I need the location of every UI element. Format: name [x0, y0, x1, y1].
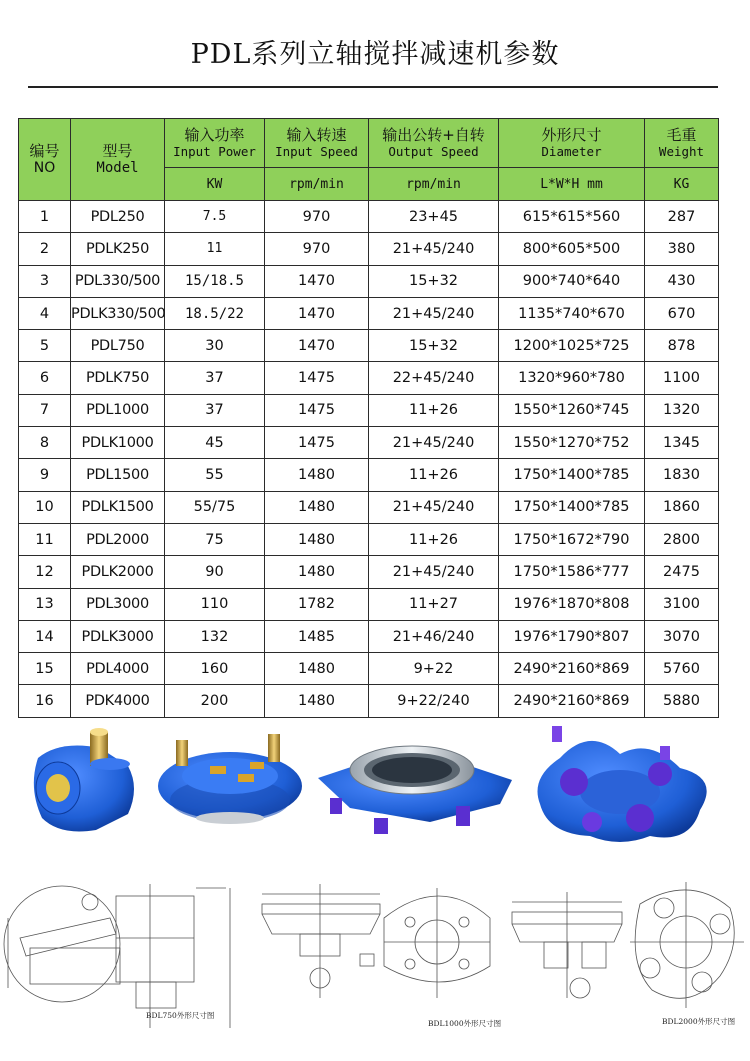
cell-output: 21+45/240	[369, 297, 499, 329]
unit-speed: rpm/min	[265, 168, 369, 201]
technical-drawings	[0, 878, 750, 1038]
table-row	[19, 620, 719, 652]
cell-output: 11+26	[369, 394, 499, 426]
cell-diameter: 1320*960*780	[499, 362, 645, 394]
cell-no: 16	[19, 685, 71, 717]
cell-output: 11+27	[369, 588, 499, 620]
cell-speed: 1470	[265, 265, 369, 297]
cell-model: PDL2000	[71, 523, 165, 555]
unit-weight: KG	[645, 168, 719, 201]
cell-speed: 1480	[265, 685, 369, 717]
table-row	[19, 362, 719, 394]
header-output: 输出公转+自转 Output Speed	[369, 119, 499, 168]
cell-no: 2	[19, 233, 71, 265]
cell-no: 8	[19, 427, 71, 459]
cell-model: PDL330/500	[71, 265, 165, 297]
cell-power: 11	[165, 233, 265, 265]
drawing-bdl750	[4, 884, 230, 1028]
cell-no: 3	[19, 265, 71, 297]
cell-diameter: 615*615*560	[499, 201, 645, 233]
cell-speed: 1470	[265, 330, 369, 362]
header-weight: 毛重 Weight	[645, 119, 719, 168]
cell-speed: 1480	[265, 653, 369, 685]
cell-power: 90	[165, 556, 265, 588]
header-power: 输入功率 Input Power	[165, 119, 265, 168]
cell-model: PDLK2000	[71, 556, 165, 588]
cell-model: PDLK250	[71, 233, 165, 265]
cell-model: PDLK750	[71, 362, 165, 394]
cell-power: 7.5	[165, 201, 265, 233]
cell-speed: 970	[265, 201, 369, 233]
cell-output: 11+26	[369, 523, 499, 555]
cell-weight: 380	[645, 233, 719, 265]
cell-no: 1	[19, 201, 71, 233]
cell-speed: 1475	[265, 362, 369, 394]
table-row	[19, 556, 719, 588]
cell-diameter: 1976*1870*808	[499, 588, 645, 620]
cell-speed: 1480	[265, 491, 369, 523]
cell-power: 15/18.5	[165, 265, 265, 297]
header-row	[19, 119, 719, 168]
cell-speed: 1480	[265, 459, 369, 491]
cell-diameter: 1750*1400*785	[499, 491, 645, 523]
cell-speed: 1480	[265, 523, 369, 555]
cell-diameter: 1750*1586*777	[499, 556, 645, 588]
cell-weight: 2475	[645, 556, 719, 588]
drawing-caption-bdl750: BDL750外形尺寸图	[146, 1011, 215, 1020]
cell-power: 110	[165, 588, 265, 620]
table-row	[19, 588, 719, 620]
table-row	[19, 491, 719, 523]
header-model: 型号 Model	[71, 119, 165, 201]
table-row	[19, 201, 719, 233]
cell-diameter: 2490*2160*869	[499, 653, 645, 685]
drawing-bdl2000	[512, 882, 744, 1008]
cell-speed: 1470	[265, 297, 369, 329]
cell-output: 11+26	[369, 459, 499, 491]
table-row	[19, 394, 719, 426]
cell-model: PDL3000	[71, 588, 165, 620]
header-no: 编号 NO	[19, 119, 71, 201]
cell-power: 132	[165, 620, 265, 652]
cell-diameter: 1550*1270*752	[499, 427, 645, 459]
drawing-caption-bdl1000: BDL1000外形尺寸图	[428, 1019, 502, 1028]
unit-output: rpm/min	[369, 168, 499, 201]
cell-speed: 1475	[265, 394, 369, 426]
cell-weight: 287	[645, 201, 719, 233]
cell-output: 15+32	[369, 265, 499, 297]
cell-output: 21+45/240	[369, 556, 499, 588]
cell-no: 7	[19, 394, 71, 426]
cell-model: PDLK1500	[71, 491, 165, 523]
cell-power: 55	[165, 459, 265, 491]
cell-output: 21+45/240	[369, 427, 499, 459]
table-row	[19, 233, 719, 265]
title-divider	[28, 86, 718, 88]
cell-power: 75	[165, 523, 265, 555]
cell-diameter: 1200*1025*725	[499, 330, 645, 362]
drawing-bdl1000	[262, 884, 490, 998]
cell-no: 6	[19, 362, 71, 394]
cell-output: 15+32	[369, 330, 499, 362]
cell-weight: 1830	[645, 459, 719, 491]
cell-model: PDL1000	[71, 394, 165, 426]
cell-model: PDLK3000	[71, 620, 165, 652]
table-row	[19, 330, 719, 362]
cell-model: PDL750	[71, 330, 165, 362]
cell-speed: 1485	[265, 620, 369, 652]
cell-output: 21+45/240	[369, 233, 499, 265]
cell-model: PDK4000	[71, 685, 165, 717]
cell-output: 21+45/240	[369, 491, 499, 523]
ring-mixer-base-photo	[318, 746, 512, 834]
cell-power: 200	[165, 685, 265, 717]
table-row	[19, 523, 719, 555]
cell-weight: 5880	[645, 685, 719, 717]
unit-diameter: L*W*H mm	[499, 168, 645, 201]
cell-diameter: 1750*1672*790	[499, 523, 645, 555]
cell-speed: 1475	[265, 427, 369, 459]
cell-power: 45	[165, 427, 265, 459]
cell-diameter: 2490*2160*869	[499, 685, 645, 717]
cell-output: 23+45	[369, 201, 499, 233]
table-row	[19, 297, 719, 329]
cell-model: PDL4000	[71, 653, 165, 685]
cell-power: 160	[165, 653, 265, 685]
cell-weight: 430	[645, 265, 719, 297]
cell-diameter: 1135*740*670	[499, 297, 645, 329]
cell-power: 18.5/22	[165, 297, 265, 329]
flat-planetary-reducer-photo	[158, 734, 302, 824]
cell-weight: 670	[645, 297, 719, 329]
cell-diameter: 800*605*500	[499, 233, 645, 265]
page-title: PDL系列立轴搅拌减速机参数	[190, 39, 560, 70]
cell-no: 13	[19, 588, 71, 620]
cell-no: 10	[19, 491, 71, 523]
cell-speed: 1782	[265, 588, 369, 620]
spec-table	[18, 118, 719, 718]
header-speed: 输入转速 Input Speed	[265, 119, 369, 168]
header-diameter: 外形尺寸 Diameter	[499, 119, 645, 168]
cell-weight: 878	[645, 330, 719, 362]
cell-no: 5	[19, 330, 71, 362]
cell-weight: 3070	[645, 620, 719, 652]
table-row	[19, 685, 719, 717]
cell-speed: 970	[265, 233, 369, 265]
table-row	[19, 653, 719, 685]
cell-weight: 2800	[645, 523, 719, 555]
cell-model: PDL1500	[71, 459, 165, 491]
cell-power: 37	[165, 394, 265, 426]
cell-no: 14	[19, 620, 71, 652]
table-row	[19, 427, 719, 459]
table-row	[19, 265, 719, 297]
cell-output: 22+45/240	[369, 362, 499, 394]
cell-output: 9+22	[369, 653, 499, 685]
cell-no: 4	[19, 297, 71, 329]
cell-output: 21+46/240	[369, 620, 499, 652]
cell-model: PDLK1000	[71, 427, 165, 459]
product-photos	[0, 718, 750, 848]
cell-weight: 5760	[645, 653, 719, 685]
cell-weight: 3100	[645, 588, 719, 620]
cell-speed: 1480	[265, 556, 369, 588]
cell-diameter: 1750*1400*785	[499, 459, 645, 491]
cell-diameter: 1550*1260*745	[499, 394, 645, 426]
cell-weight: 1345	[645, 427, 719, 459]
gear-reducer-photo	[34, 728, 134, 832]
cell-model: PDL250	[71, 201, 165, 233]
cell-weight: 1860	[645, 491, 719, 523]
cell-diameter: 1976*1790*807	[499, 620, 645, 652]
cell-output: 9+22/240	[369, 685, 499, 717]
cell-weight: 1320	[645, 394, 719, 426]
cell-model: PDLK330/500	[71, 297, 165, 329]
cell-power: 30	[165, 330, 265, 362]
cell-no: 12	[19, 556, 71, 588]
cell-no: 11	[19, 523, 71, 555]
cell-power: 55/75	[165, 491, 265, 523]
cell-no: 15	[19, 653, 71, 685]
cell-power: 37	[165, 362, 265, 394]
cell-no: 9	[19, 459, 71, 491]
cell-weight: 1100	[645, 362, 719, 394]
table-row	[19, 459, 719, 491]
four-arm-planetary-reducer-photo	[538, 726, 707, 842]
drawing-caption-bdl2000: BDL2000外形尺寸图	[662, 1017, 736, 1026]
cell-diameter: 900*740*640	[499, 265, 645, 297]
unit-power: KW	[165, 168, 265, 201]
